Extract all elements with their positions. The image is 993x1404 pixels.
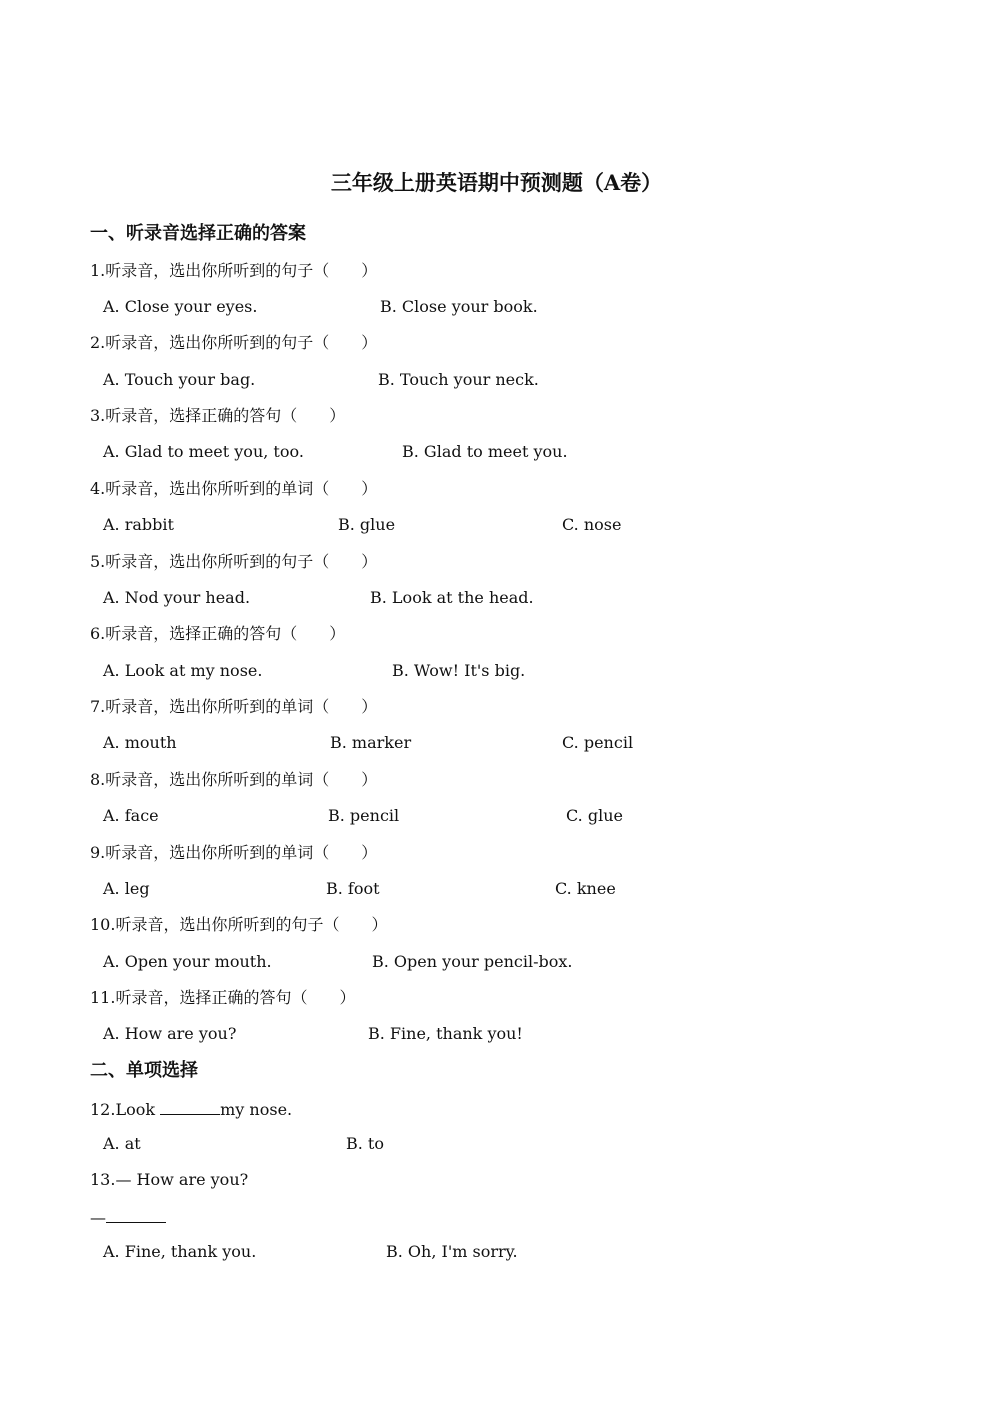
option-a: A. face xyxy=(103,806,159,825)
question-stem: 10.听录音，选出你所听到的句子（ ） xyxy=(90,915,388,934)
answer-blank xyxy=(106,1206,166,1223)
answer-dash: — xyxy=(90,1208,106,1227)
option-a: A. mouth xyxy=(103,733,177,752)
question-prefix: 12.Look xyxy=(90,1100,161,1119)
page-title: 三年级上册英语期中预测题（A卷） xyxy=(330,170,663,195)
option-a: A. Glad to meet you, too. xyxy=(103,442,304,461)
option-b: B. Open your pencil-box. xyxy=(372,952,573,971)
question-stem: 11.听录音，选择正确的答句（ ） xyxy=(90,988,356,1007)
section-heading-listening: 一、听录音选择正确的答案 xyxy=(90,223,306,244)
question-stem: 4.听录音，选出你所听到的单词（ ） xyxy=(90,479,378,498)
option-b: B. marker xyxy=(330,733,412,752)
question-stem: 13.— How are you? xyxy=(90,1170,249,1189)
option-b: B. Look at the head. xyxy=(370,588,534,607)
option-b: B. Oh, I'm sorry. xyxy=(386,1242,518,1261)
option-c: C. pencil xyxy=(562,733,634,752)
question-stem: 9.听录音，选出你所听到的单词（ ） xyxy=(90,843,378,862)
question-stem: 3.听录音，选择正确的答句（ ） xyxy=(90,406,346,425)
option-a: A. Fine, thank you. xyxy=(103,1242,257,1261)
question-stem: 2.听录音，选出你所听到的句子（ ） xyxy=(90,333,378,352)
option-b: B. Glad to meet you. xyxy=(402,442,568,461)
question-stem: 6.听录音，选择正确的答句（ ） xyxy=(90,624,346,643)
option-b: B. Wow! It's big. xyxy=(392,661,526,680)
option-b: B. to xyxy=(346,1134,384,1153)
question-stem: 1.听录音，选出你所听到的句子（ ） xyxy=(90,261,378,280)
question-suffix: my nose. xyxy=(220,1100,293,1119)
answer-line xyxy=(90,1206,166,1228)
option-b: B. Fine, thank you! xyxy=(368,1024,523,1043)
option-a: A. leg xyxy=(103,879,150,898)
option-b: B. glue xyxy=(338,515,396,534)
option-a: A. Look at my nose. xyxy=(103,661,263,680)
question-stem xyxy=(90,1098,292,1120)
option-c: C. knee xyxy=(555,879,616,898)
option-a: A. Open your mouth. xyxy=(103,952,272,971)
option-a: A. Nod your head. xyxy=(103,588,251,607)
option-b: B. Touch your neck. xyxy=(378,370,539,389)
option-a: A. at xyxy=(103,1134,141,1153)
question-stem: 7.听录音，选出你所听到的单词（ ） xyxy=(90,697,378,716)
option-b: B. foot xyxy=(326,879,380,898)
option-a: A. How are you? xyxy=(103,1024,237,1043)
section-heading-single-choice: 二、单项选择 xyxy=(90,1060,198,1081)
option-a: A. rabbit xyxy=(103,515,174,534)
option-a: A. Close your eyes. xyxy=(103,297,258,316)
option-c: C. glue xyxy=(566,806,623,825)
option-b: B. pencil xyxy=(328,806,400,825)
option-c: C. nose xyxy=(562,515,622,534)
option-b: B. Close your book. xyxy=(380,297,538,316)
question-stem: 8.听录音，选出你所听到的单词（ ） xyxy=(90,770,378,789)
answer-blank xyxy=(160,1098,220,1115)
option-a: A. Touch your bag. xyxy=(103,370,256,389)
question-stem: 5.听录音，选出你所听到的句子（ ） xyxy=(90,552,378,571)
